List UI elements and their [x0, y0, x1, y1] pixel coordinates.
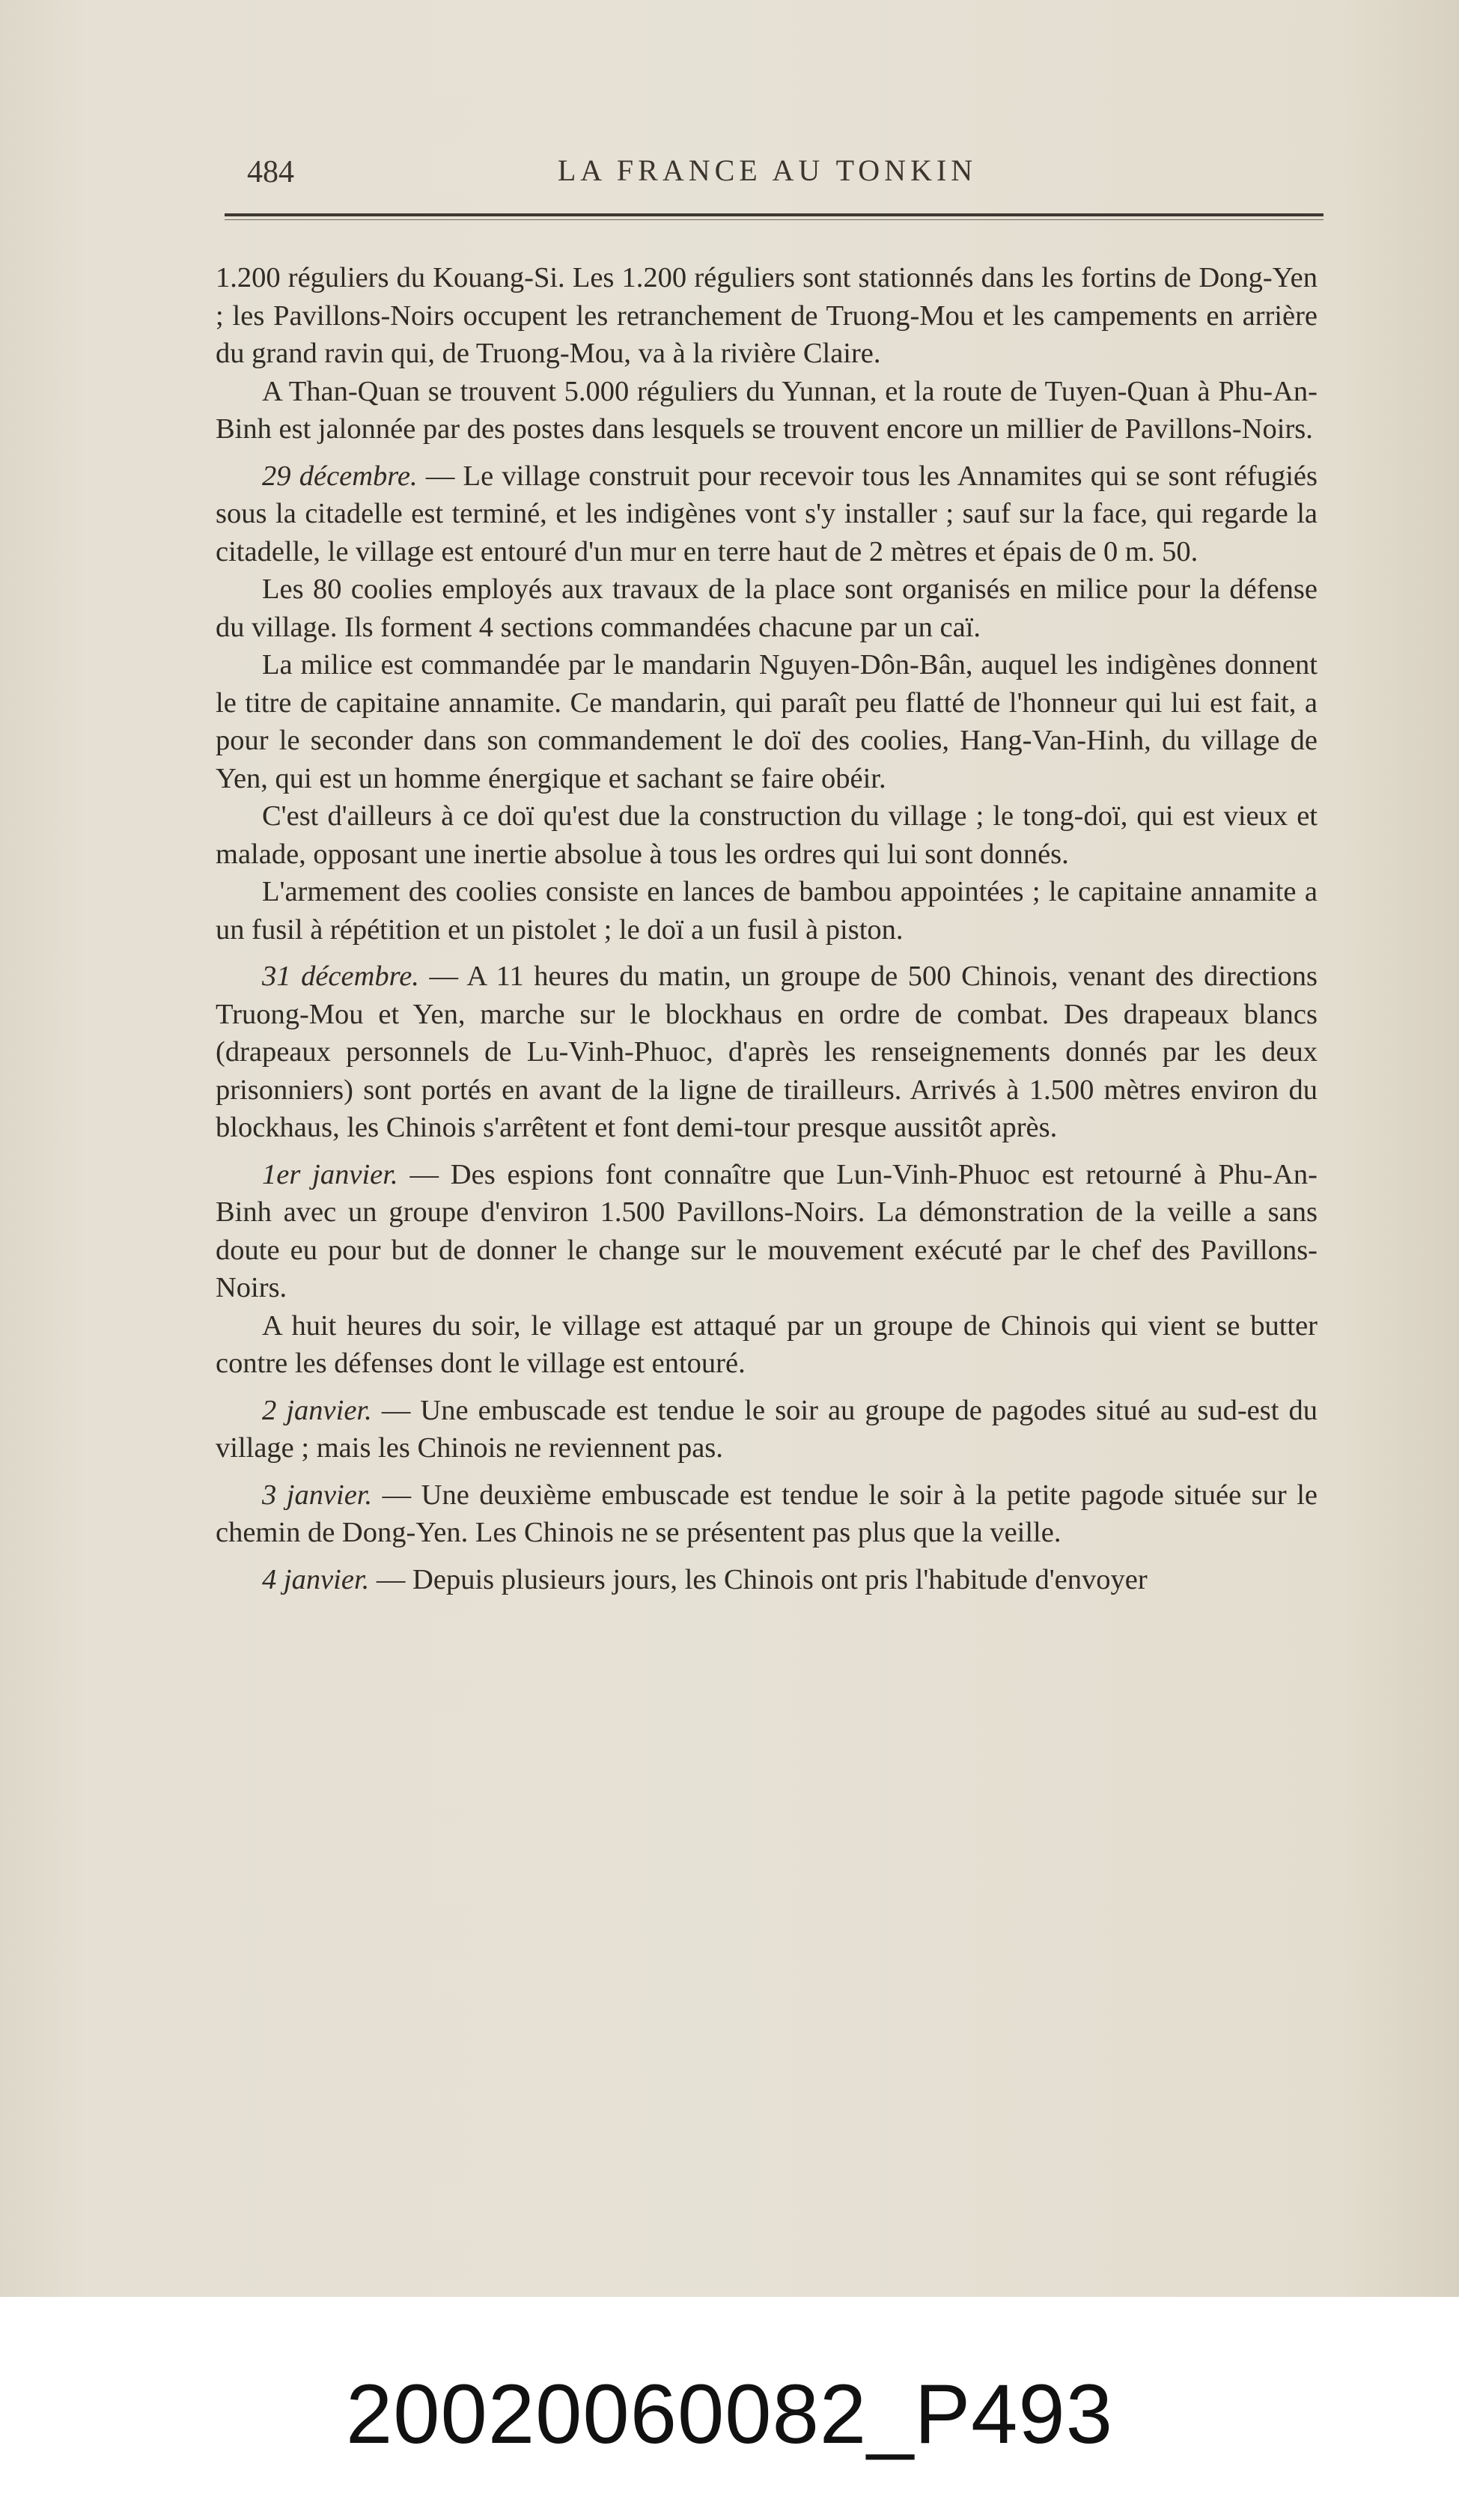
paragraph: A Than-Quan se trouvent 5.000 réguliers du Yunnan, et la route de Tuyen-Quan à Phu-An-Binh est jalonnée par des postes dans lesquels se trouvent encore un millier de Pavillons-Noirs. [216, 375, 1318, 445]
paragraph: Les 80 coolies employés aux travaux de la place sont organisés en milice pour la défense du village. Ils forment 4 sections commandées chacune par un caï. [216, 573, 1318, 643]
caption-bar [0, 2297, 1459, 2520]
paragraph: 1er janvier. — Des espions font connaître que Lun-Vinh-Phuoc est retourné à Phu-An-Binh avec un groupe d'environ 1.500 Pavillons-Noirs. La démonstration de la veille a sans doute eu pour but de donner le change sur le mouvement exécuté par le chef des Pavillons-Noirs. [216, 1158, 1318, 1303]
page-number: 484 [247, 155, 294, 189]
paragraph: A huit heures du soir, le village est attaqué par un groupe de Chinois qui vient se butter contre les défenses dont le village est entouré. [216, 1309, 1318, 1379]
paragraph: L'armement des coolies consiste en lances de bambou appointées ; le capitaine annamite a un fusil à répétition et un pistolet ; le doï a un fusil à piston. [216, 876, 1318, 946]
paragraph: 4 janvier. — Depuis plusieurs jours, les Chinois ont pris l'habitude d'envoyer [262, 1563, 1148, 1595]
paragraph: La milice est commandée par le mandarin Nguyen-Dôn-Bân, auquel les indigènes donnent le titre de capitaine annamite. Ce mandarin, qui paraît peu flatté de l'honneur qui lui est fait, a pour le seconder dans son commandement le doï des coolies, Hang-Van-Hinh, du village de Yen, qui est un homme énergique et sachant se faire obéir. [216, 649, 1318, 794]
running-head: LA FRANCE AU TONKIN [557, 153, 978, 187]
paragraph: 3 janvier. — Une deuxième embuscade est tendue le soir à la petite pagode située sur le chemin de Dong-Yen. Les Chinois ne se présentent pas plus que la veille. [216, 1479, 1318, 1548]
paragraph: 31 décembre. — A 11 heures du matin, un groupe de 500 Chinois, venant des directions Truong-Mou et Yen, marche sur le blockhaus en ordre de combat. Des drapeaux blancs (drapeaux personnels de Lu-Vinh-Phuoc, d'après les renseignements donnés par les deux prisonniers) sont portés en avant de la ligne de tirailleurs. Arrivés à 1.500 mètres environ du blockhaus, les Chinois s'arrêtent et font demi-tour presque aussitôt après. [216, 961, 1318, 1143]
paragraph: 29 décembre. — Le village construit pour recevoir tous les Annamites qui se sont réfugiés sous la citadelle est terminé, et les indigènes vont s'y installer ; sauf sur la face, qui regarde la citadelle, le village est entouré d'un mur en terre haut de 2 mètres et épais de 0 m. 50. [216, 460, 1318, 567]
header-rule [225, 213, 1324, 216]
paragraph: 1.200 réguliers du Kouang-Si. Les 1.200 réguliers sont stationnés dans les fortins de Dong-Yen ; les Pavillons-Noirs occupent les retranchement de Truong-Mou et les campements en arrière du grand ravin qui, de Truong-Mou, va à la rivière Claire. [216, 262, 1318, 369]
paragraph: C'est d'ailleurs à ce doï qu'est due la construction du village ; le tong-doï, qui est vieux et malade, opposant une inertie absolue à tous les ordres qui lui sont donnés. [216, 800, 1318, 870]
page-header [217, 148, 1318, 193]
image-caption: 20020060082_P493 [345, 2367, 1114, 2461]
header-rule-thin [225, 219, 1324, 220]
body-text [216, 259, 1318, 1598]
paragraph: 2 janvier. — Une embuscade est tendue le soir au groupe de pagodes situé au sud-est du village ; mais les Chinois ne reviennent pas. [216, 1394, 1318, 1464]
